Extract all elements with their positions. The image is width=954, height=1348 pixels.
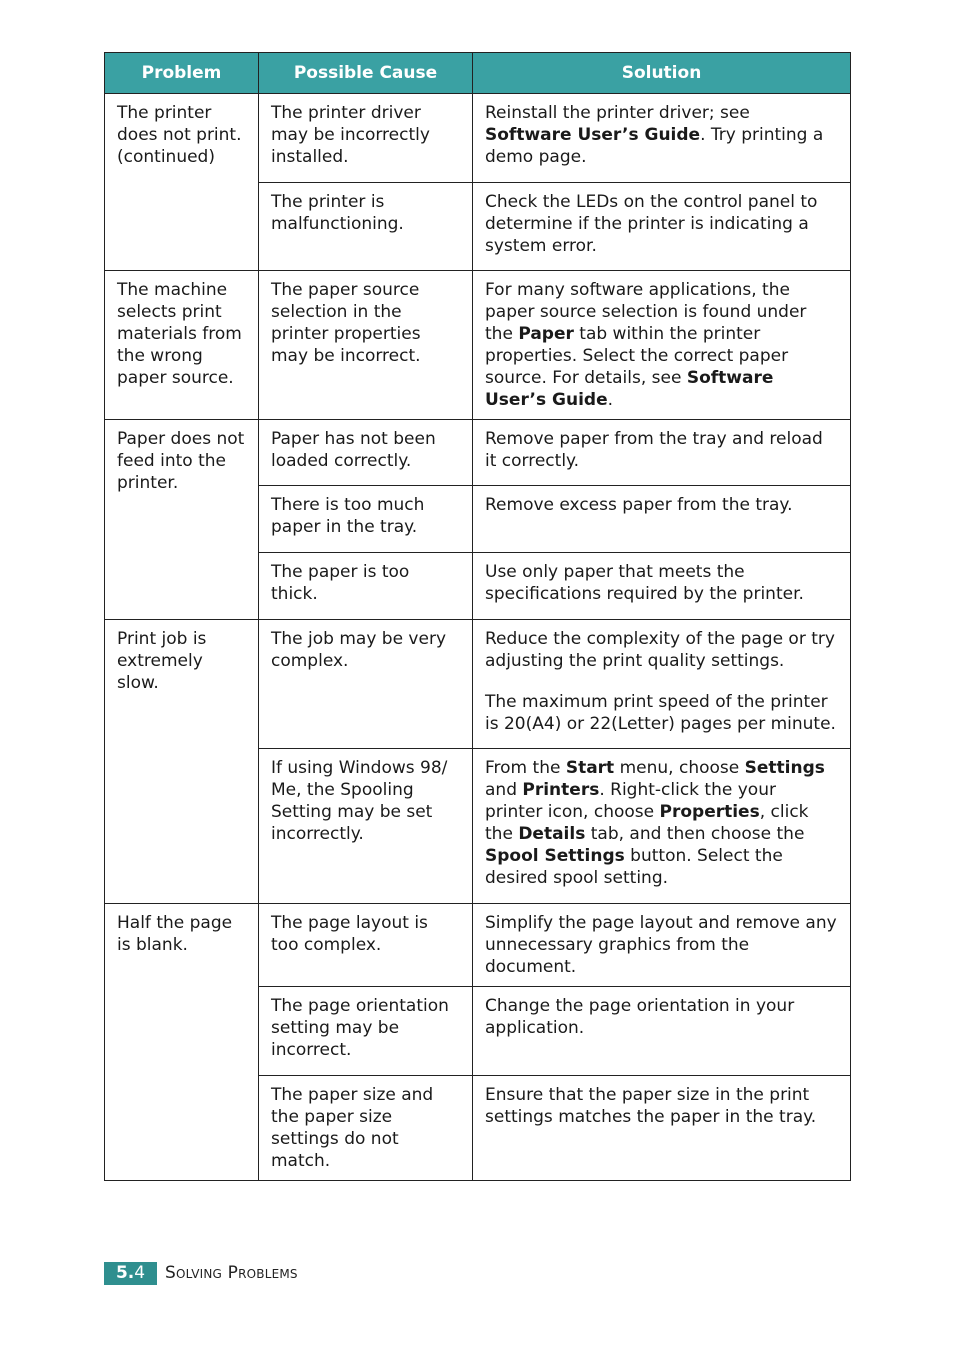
problem-cell: Print job is extremely slow. <box>105 620 259 904</box>
solution-cell <box>473 620 851 749</box>
table-header-row <box>105 53 851 94</box>
cause-cell: There is too much paper in the tray. <box>259 486 473 553</box>
cause-cell: The paper size and the paper size settings do not match. <box>259 1076 473 1181</box>
problem-cell: Paper does not feed into the printer. <box>105 420 259 620</box>
table-row <box>105 420 851 486</box>
cause-cell: If using Windows 98/ Me, the Spooling Setting may be set incorrectly. <box>259 749 473 904</box>
solution-cell: Check the LEDs on the control panel to determine if the printer is indicating a system error. <box>473 183 851 271</box>
cause-cell: The printer driver may be incorrectly installed. <box>259 94 473 183</box>
page-footer <box>104 1260 298 1286</box>
solution-paragraph: Reduce the complexity of the page or try adjusting the print quality settings. <box>485 629 835 671</box>
cause-cell: The page orientation setting may be incorrect. <box>259 987 473 1076</box>
cause-cell: The printer is malfunctioning. <box>259 183 473 271</box>
solution-cell: From the Start menu, choose Settings and Printers. Right-click the your printer icon, choose Properties, click the Details tab, and then choose the Spool Settings button. Select the desired spool setting. <box>473 749 851 904</box>
solution-cell: Remove excess paper from the tray. <box>473 486 851 553</box>
solution-cell: Ensure that the paper size in the print settings matches the paper in the tray. <box>473 1076 851 1181</box>
cause-cell: The paper source selection in the printer properties may be incorrect. <box>259 271 473 420</box>
cause-cell: The paper is too thick. <box>259 553 473 620</box>
page-number: 4 <box>134 1263 146 1283</box>
problem-cell: The printer does not print. (continued) <box>105 94 259 271</box>
solution-cell: Reinstall the printer driver; see Software User’s Guide. Try printing a demo page. <box>473 94 851 183</box>
problem-cell: The machine selects print materials from the wrong paper source. <box>105 271 259 420</box>
solution-paragraph: The maximum print speed of the printer is 20(A4) or 22(Letter) pages per minute. <box>485 692 836 734</box>
solution-cell: Use only paper that meets the specifications required by the printer. <box>473 553 851 620</box>
chapter-number: 5. <box>115 1263 135 1283</box>
header-problem: Problem <box>105 53 259 94</box>
table-row <box>105 271 851 420</box>
solution-cell: For many software applications, the paper source selection is found under the Paper tab within the printer properties. Select the correct paper source. For details, see Software User’s Guide. <box>473 271 851 420</box>
table-row <box>105 620 851 749</box>
solution-cell: Remove paper from the tray and reload it correctly. <box>473 420 851 486</box>
table-row <box>105 94 851 183</box>
cause-cell: The page layout is too complex. <box>259 904 473 987</box>
section-title: Solving Problems <box>165 1263 298 1283</box>
header-solution: Solution <box>473 53 851 94</box>
troubleshooting-table <box>104 52 851 1181</box>
problem-cell: Half the page is blank. <box>105 904 259 1181</box>
table-row <box>105 904 851 987</box>
page-number-badge <box>104 1262 157 1285</box>
cause-cell: Paper has not been loaded correctly. <box>259 420 473 486</box>
cause-cell: The job may be very complex. <box>259 620 473 749</box>
solution-cell: Simplify the page layout and remove any unnecessary graphics from the document. <box>473 904 851 987</box>
solution-cell: Change the page orientation in your application. <box>473 987 851 1076</box>
header-possible-cause: Possible Cause <box>259 53 473 94</box>
